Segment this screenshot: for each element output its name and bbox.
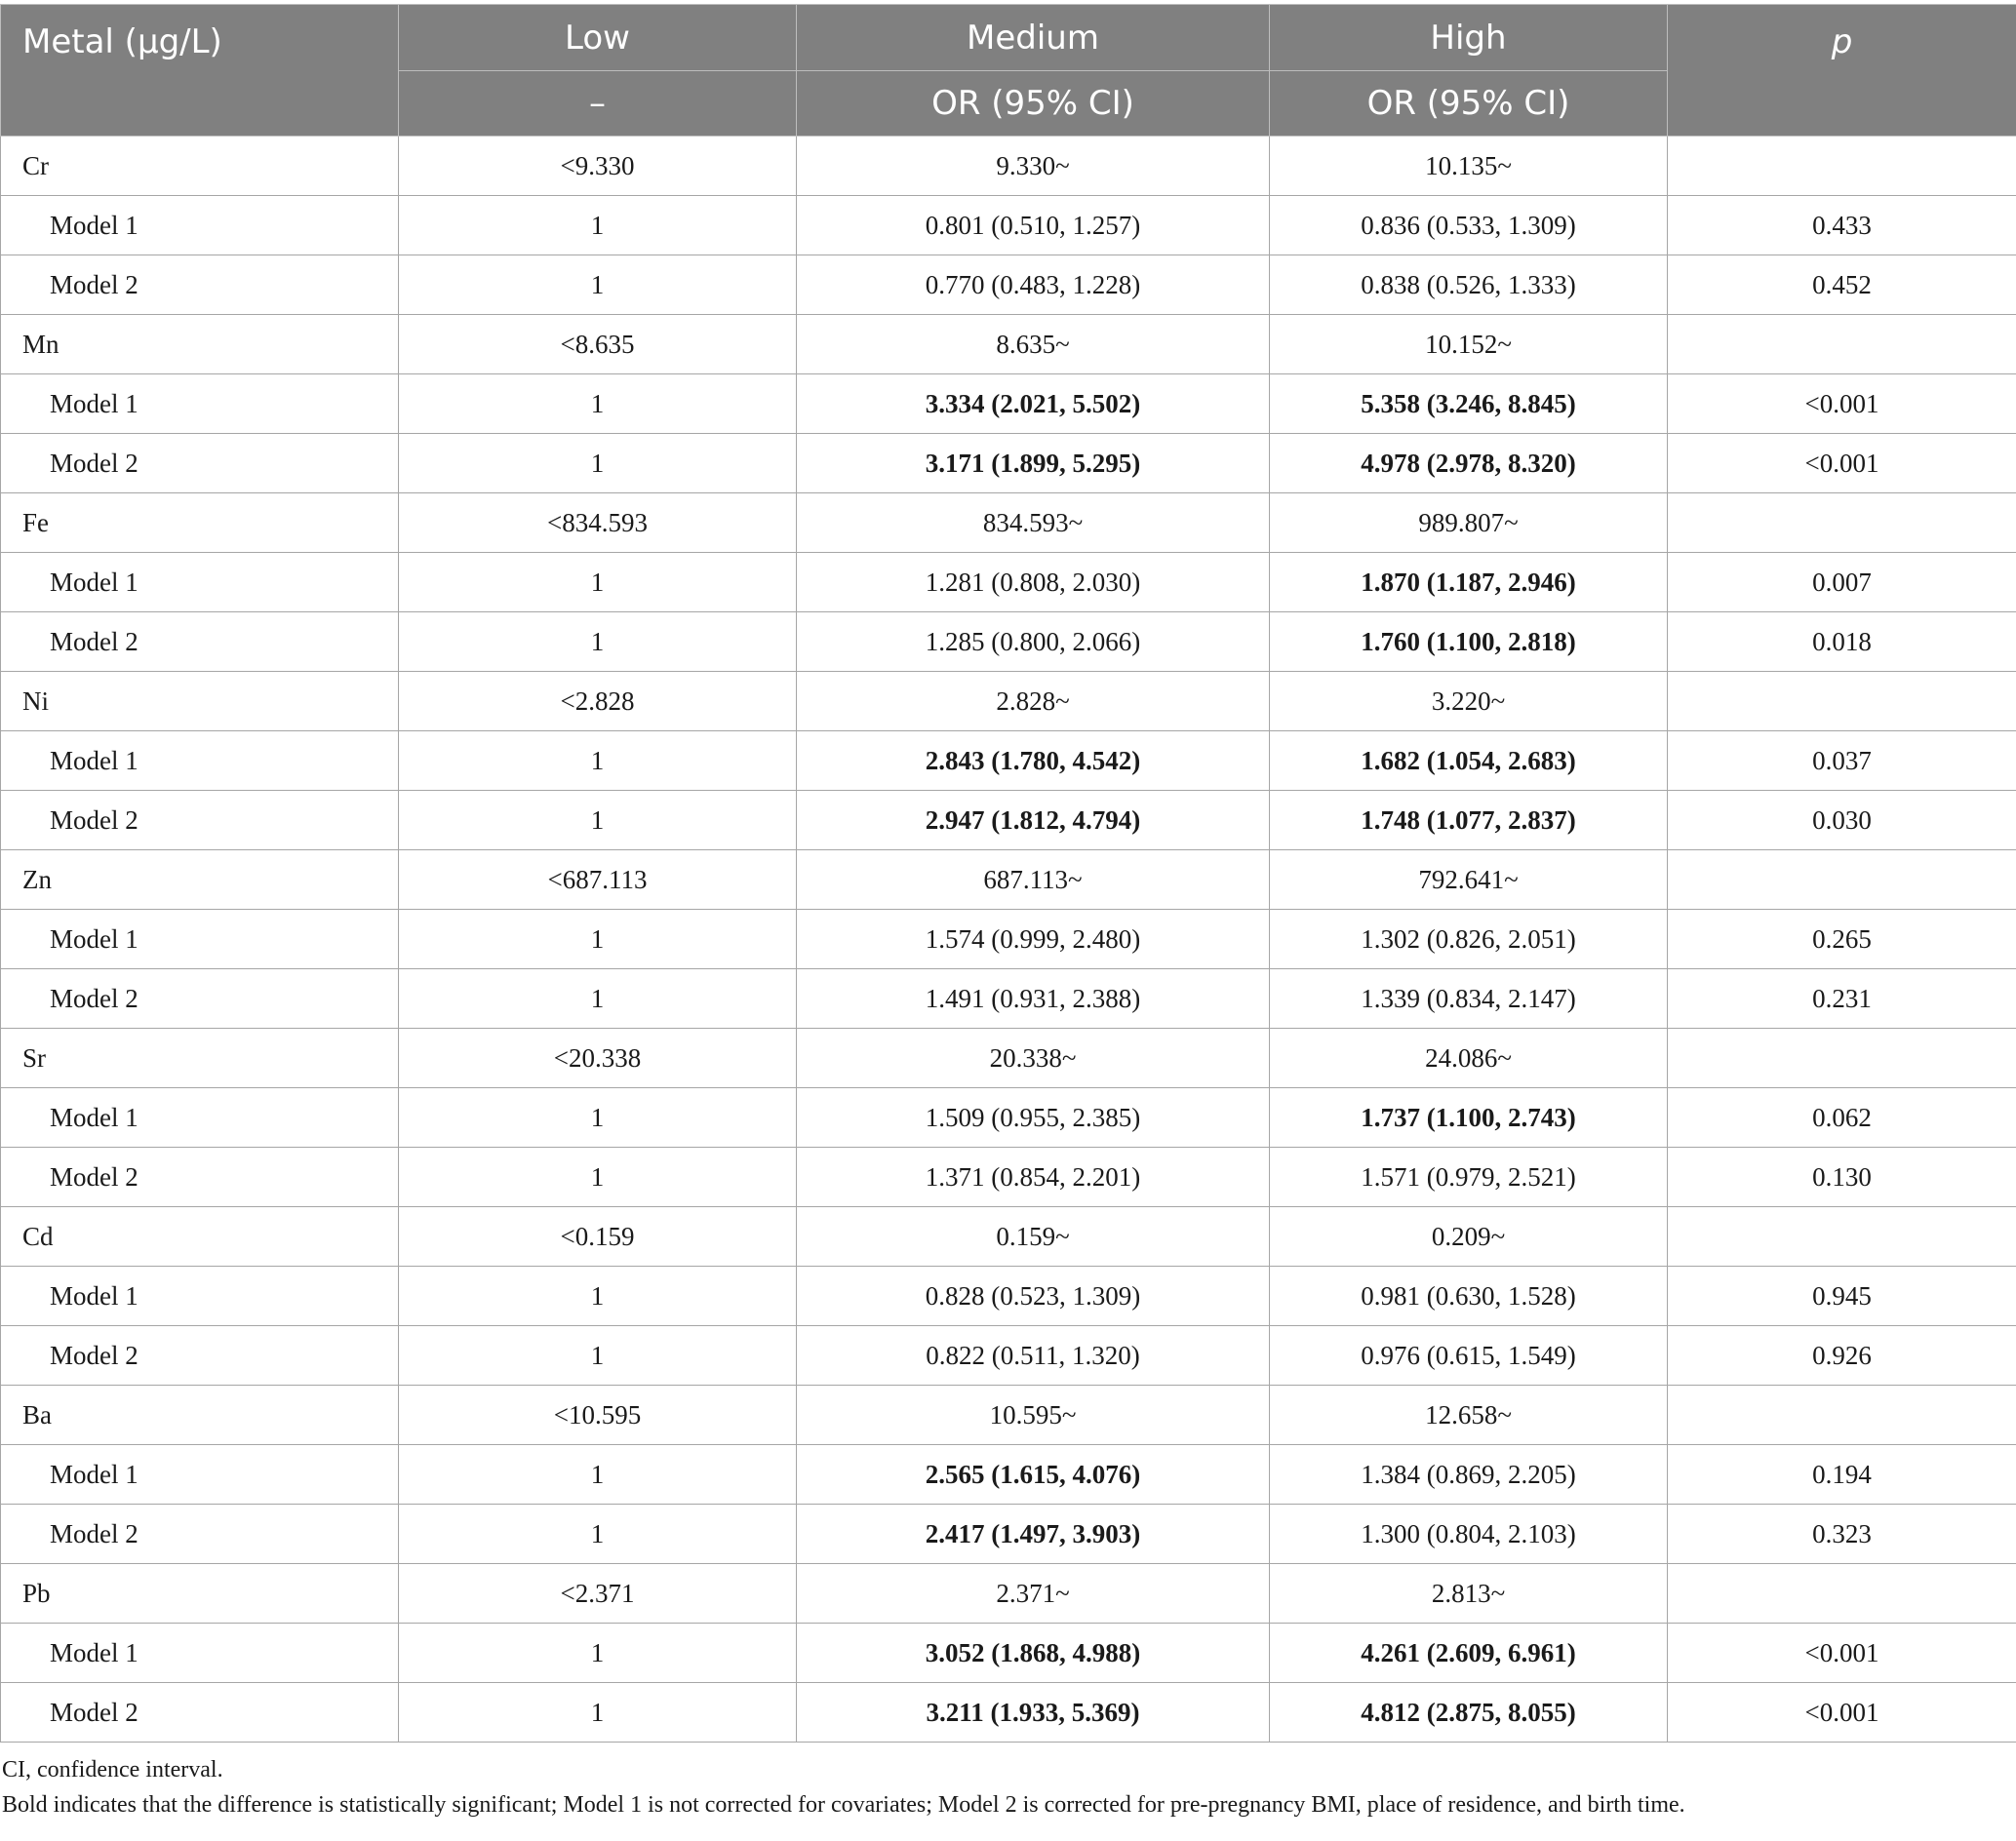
header-medium-sub: OR (95% CI) [797,71,1270,137]
metal-row [1,850,2016,910]
low-range-cell: <20.338 [399,1029,797,1088]
medium-range-cell: 834.593~ [797,493,1270,553]
high-range-cell: 10.135~ [1270,137,1668,196]
medium-range-cell: 10.595~ [797,1386,1270,1445]
low-reference-cell: 1 [399,1624,797,1683]
low-range-cell: <687.113 [399,850,797,910]
header-metal: Metal (μg/L) [1,5,399,137]
model-row [1,1624,2016,1683]
model-label-cell: Model 2 [1,1683,399,1743]
low-range-cell: <2.371 [399,1564,797,1624]
metal-row [1,315,2016,374]
model-label-cell: Model 2 [1,434,399,493]
high-or-cell: 0.838 (0.526, 1.333) [1270,255,1668,315]
p-value-cell: 0.945 [1668,1267,2016,1326]
model-row [1,1445,2016,1505]
p-value-cell: 0.194 [1668,1445,2016,1505]
model-label-cell: Model 2 [1,791,399,850]
high-or-cell: 4.261 (2.609, 6.961) [1270,1624,1668,1683]
low-range-cell: <10.595 [399,1386,797,1445]
medium-or-cell: 2.843 (1.780, 4.542) [797,731,1270,791]
medium-or-cell: 1.281 (0.808, 2.030) [797,553,1270,612]
footnote-abbreviation: CI, confidence interval. [2,1757,223,1782]
p-value-cell: 0.433 [1668,196,2016,255]
low-reference-cell: 1 [399,1148,797,1207]
low-range-cell: <8.635 [399,315,797,374]
medium-or-cell: 2.947 (1.812, 4.794) [797,791,1270,850]
model-label-cell: Model 1 [1,374,399,434]
model-label-cell: Model 2 [1,1326,399,1386]
model-row [1,196,2016,255]
p-value-cell: 0.030 [1668,791,2016,850]
p-value-cell: <0.001 [1668,374,2016,434]
model-label-cell: Model 1 [1,553,399,612]
medium-range-cell: 20.338~ [797,1029,1270,1088]
medium-range-cell: 8.635~ [797,315,1270,374]
medium-or-cell: 3.211 (1.933, 5.369) [797,1683,1270,1743]
medium-range-cell: 0.159~ [797,1207,1270,1267]
model-label-cell: Model 1 [1,1624,399,1683]
medium-or-cell: 1.574 (0.999, 2.480) [797,910,1270,969]
medium-or-cell: 0.770 (0.483, 1.228) [797,255,1270,315]
low-reference-cell: 1 [399,1088,797,1148]
model-row [1,910,2016,969]
model-row [1,791,2016,850]
low-reference-cell: 1 [399,731,797,791]
medium-or-cell: 3.334 (2.021, 5.502) [797,374,1270,434]
high-or-cell: 1.300 (0.804, 2.103) [1270,1505,1668,1564]
high-or-cell: 1.339 (0.834, 2.147) [1270,969,1668,1029]
metal-row [1,493,2016,553]
high-range-cell: 989.807~ [1270,493,1668,553]
model-label-cell: Model 2 [1,612,399,672]
medium-range-cell: 9.330~ [797,137,1270,196]
model-row [1,1505,2016,1564]
p-value-cell [1668,315,2016,374]
metal-name-cell: Fe [1,493,399,553]
high-range-cell: 2.813~ [1270,1564,1668,1624]
p-value-cell [1668,1564,2016,1624]
low-reference-cell: 1 [399,1505,797,1564]
metal-name-cell: Sr [1,1029,399,1088]
low-reference-cell: 1 [399,374,797,434]
model-row [1,612,2016,672]
metal-row [1,672,2016,731]
p-value-cell: 0.018 [1668,612,2016,672]
metal-name-cell: Ba [1,1386,399,1445]
header-low-sub: – [399,71,797,137]
high-or-cell: 4.812 (2.875, 8.055) [1270,1683,1668,1743]
medium-or-cell: 0.822 (0.511, 1.320) [797,1326,1270,1386]
model-row [1,255,2016,315]
high-or-cell: 1.870 (1.187, 2.946) [1270,553,1668,612]
high-range-cell: 24.086~ [1270,1029,1668,1088]
high-range-cell: 3.220~ [1270,672,1668,731]
model-row [1,1148,2016,1207]
model-label-cell: Model 2 [1,969,399,1029]
p-value-cell [1668,850,2016,910]
odds-ratio-table [0,4,2016,1743]
metal-row [1,1564,2016,1624]
high-or-cell: 1.737 (1.100, 2.743) [1270,1088,1668,1148]
model-row [1,434,2016,493]
table-header [1,5,2016,137]
low-reference-cell: 1 [399,1683,797,1743]
metal-name-cell: Pb [1,1564,399,1624]
p-value-cell: 0.926 [1668,1326,2016,1386]
metal-name-cell: Cr [1,137,399,196]
model-row [1,1267,2016,1326]
model-row [1,1326,2016,1386]
low-reference-cell: 1 [399,434,797,493]
medium-range-cell: 687.113~ [797,850,1270,910]
model-row [1,731,2016,791]
medium-or-cell: 2.417 (1.497, 3.903) [797,1505,1270,1564]
model-label-cell: Model 1 [1,1088,399,1148]
model-row [1,374,2016,434]
medium-or-cell: 1.371 (0.854, 2.201) [797,1148,1270,1207]
p-value-cell: 0.130 [1668,1148,2016,1207]
metal-row [1,137,2016,196]
high-or-cell: 1.302 (0.826, 2.051) [1270,910,1668,969]
low-reference-cell: 1 [399,255,797,315]
high-or-cell: 1.384 (0.869, 2.205) [1270,1445,1668,1505]
medium-or-cell: 3.052 (1.868, 4.988) [797,1624,1270,1683]
p-value-cell: <0.001 [1668,1624,2016,1683]
p-value-cell: 0.007 [1668,553,2016,612]
high-or-cell: 1.682 (1.054, 2.683) [1270,731,1668,791]
p-value-cell: 0.265 [1668,910,2016,969]
header-p-value: p [1668,5,2016,137]
table-footnotes [0,1752,2016,1822]
p-value-cell [1668,1386,2016,1445]
model-row [1,553,2016,612]
metal-name-cell: Mn [1,315,399,374]
medium-or-cell: 1.509 (0.955, 2.385) [797,1088,1270,1148]
model-row [1,1683,2016,1743]
high-or-cell: 0.836 (0.533, 1.309) [1270,196,1668,255]
medium-or-cell: 1.491 (0.931, 2.388) [797,969,1270,1029]
p-value-cell: 0.231 [1668,969,2016,1029]
header-high-sub: OR (95% CI) [1270,71,1668,137]
high-range-cell: 0.209~ [1270,1207,1668,1267]
low-reference-cell: 1 [399,1267,797,1326]
low-range-cell: <2.828 [399,672,797,731]
p-value-cell [1668,137,2016,196]
low-reference-cell: 1 [399,1445,797,1505]
high-or-cell: 1.571 (0.979, 2.521) [1270,1148,1668,1207]
high-or-cell: 0.981 (0.630, 1.528) [1270,1267,1668,1326]
medium-or-cell: 0.801 (0.510, 1.257) [797,196,1270,255]
metal-row [1,1029,2016,1088]
model-label-cell: Model 1 [1,1267,399,1326]
metal-row [1,1207,2016,1267]
medium-or-cell: 2.565 (1.615, 4.076) [797,1445,1270,1505]
metal-name-cell: Zn [1,850,399,910]
table-body [1,137,2016,1743]
model-label-cell: Model 2 [1,1505,399,1564]
high-or-cell: 4.978 (2.978, 8.320) [1270,434,1668,493]
low-reference-cell: 1 [399,612,797,672]
metal-name-cell: Ni [1,672,399,731]
p-value-cell: <0.001 [1668,1683,2016,1743]
low-reference-cell: 1 [399,910,797,969]
model-label-cell: Model 1 [1,731,399,791]
low-range-cell: <9.330 [399,137,797,196]
high-range-cell: 792.641~ [1270,850,1668,910]
p-value-cell: 0.062 [1668,1088,2016,1148]
header-medium: Medium [797,5,1270,71]
header-high: High [1270,5,1668,71]
model-label-cell: Model 1 [1,910,399,969]
low-range-cell: <0.159 [399,1207,797,1267]
low-reference-cell: 1 [399,969,797,1029]
high-or-cell: 5.358 (3.246, 8.845) [1270,374,1668,434]
p-value-cell: 0.323 [1668,1505,2016,1564]
model-label-cell: Model 1 [1,196,399,255]
p-value-cell: 0.452 [1668,255,2016,315]
low-reference-cell: 1 [399,553,797,612]
medium-or-cell: 3.171 (1.899, 5.295) [797,434,1270,493]
low-range-cell: <834.593 [399,493,797,553]
medium-range-cell: 2.828~ [797,672,1270,731]
model-label-cell: Model 2 [1,1148,399,1207]
p-value-cell: 0.037 [1668,731,2016,791]
p-value-cell [1668,493,2016,553]
footnote-explanation: Bold indicates that the difference is statistically significant; Model 1 is not corrected for covariates; Model 2 is corrected for pre-pregnancy BMI, place of residence, and birth time. [2,1792,1685,1818]
high-or-cell: 0.976 (0.615, 1.549) [1270,1326,1668,1386]
metal-name-cell: Cd [1,1207,399,1267]
model-label-cell: Model 2 [1,255,399,315]
model-row [1,1088,2016,1148]
high-or-cell: 1.760 (1.100, 2.818) [1270,612,1668,672]
low-reference-cell: 1 [399,196,797,255]
high-or-cell: 1.748 (1.077, 2.837) [1270,791,1668,850]
low-reference-cell: 1 [399,1326,797,1386]
p-value-cell: <0.001 [1668,434,2016,493]
medium-or-cell: 0.828 (0.523, 1.309) [797,1267,1270,1326]
p-value-cell [1668,1029,2016,1088]
low-reference-cell: 1 [399,791,797,850]
metal-row [1,1386,2016,1445]
medium-or-cell: 1.285 (0.800, 2.066) [797,612,1270,672]
medium-range-cell: 2.371~ [797,1564,1270,1624]
header-low: Low [399,5,797,71]
model-row [1,969,2016,1029]
model-label-cell: Model 1 [1,1445,399,1505]
p-value-cell [1668,672,2016,731]
p-value-cell [1668,1207,2016,1267]
results-table-container [0,4,2016,1822]
high-range-cell: 10.152~ [1270,315,1668,374]
high-range-cell: 12.658~ [1270,1386,1668,1445]
